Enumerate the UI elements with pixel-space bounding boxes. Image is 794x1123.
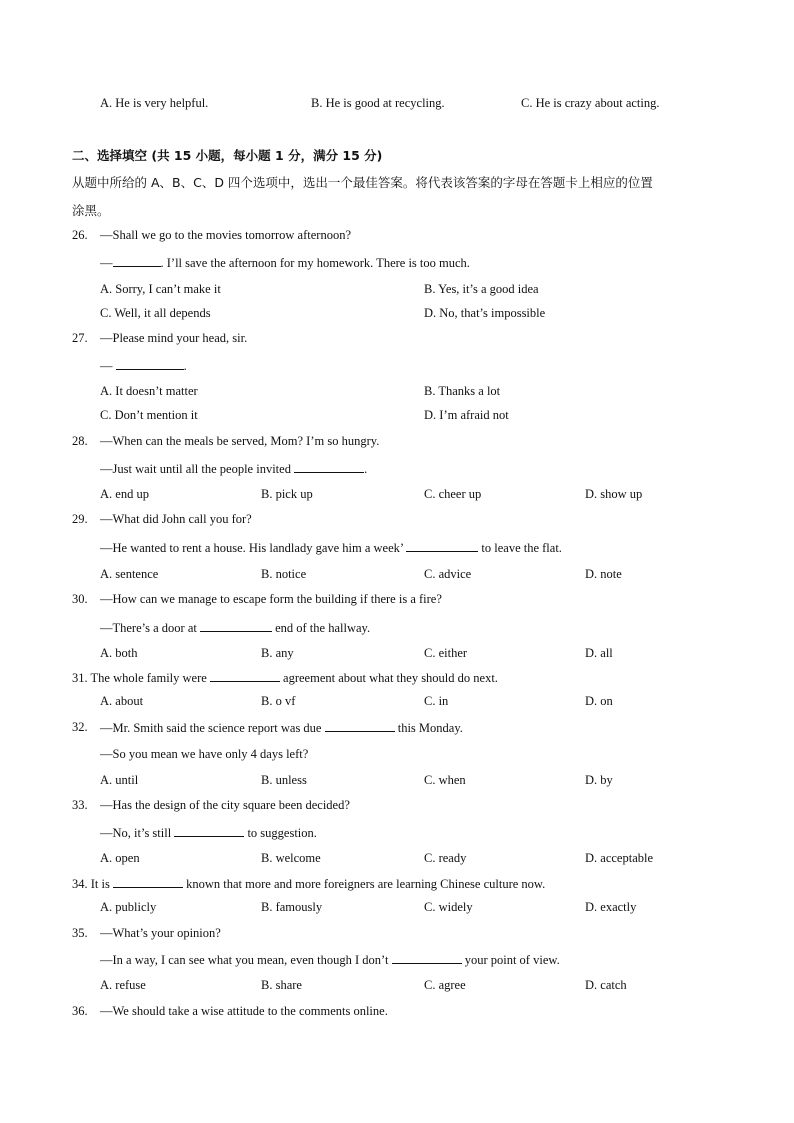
answer-blank [174,825,244,837]
question-line [100,720,463,736]
option-b: B. notice [261,567,307,581]
dialogue-text: —There’s a door at [100,621,200,635]
section-instructions-line-2: 涂黑。 [72,203,110,218]
option-c: C. Don’t mention it [100,408,198,422]
question-line [100,540,562,556]
answer-blank [116,358,184,370]
option-c: C. in [424,694,449,708]
question-line: —We should take a wise attitude to the comments online. [100,1004,388,1018]
dialogue-text: —No, it’s still [100,826,175,840]
answer-blank [113,876,183,888]
option-a: A. sentence [100,567,159,581]
question-text: known that more and more foreigners are learning Chinese culture now. [182,877,546,891]
answer-blank [325,720,395,732]
question-line: —So you mean we have only 4 days left? [100,747,309,761]
dialogue-text: end of the hallway. [271,621,371,635]
question-line: —When can the meals be served, Mom? I’m so hungry. [100,434,380,448]
option-c: C. widely [424,900,473,914]
option-d: D. note [585,567,622,581]
option-b: B. any [261,646,294,660]
dialogue-text: your point of view. [461,953,560,967]
option-d: D. exactly [585,900,637,914]
option-c: C. advice [424,567,472,581]
option-b: B. famously [261,900,323,914]
answer-blank [210,670,280,682]
option-b: B. Yes, it’s a good idea [424,282,539,296]
question-line [100,461,367,477]
option-b: B. pick up [261,487,313,501]
option-b: B. share [261,978,302,992]
option-c: C. when [424,773,466,787]
dialogue-text: —Mr. Smith said the science report was due [100,721,325,735]
question-text: agreement about what they should do next. [279,671,498,685]
question-number: 36. [72,1004,88,1018]
option-d: D. all [585,646,613,660]
option-c: C. ready [424,851,467,865]
option-b: B. unless [261,773,307,787]
option-a: A. It doesn’t matter [100,384,198,398]
question-line: —How can we manage to escape form the building if there is a fire? [100,592,442,606]
question-line [72,876,545,892]
dialogue-text: this Monday. [394,721,463,735]
question-number: 29. [72,512,88,526]
question-text: 34. It is [72,877,113,891]
option-d: D. show up [585,487,643,501]
option-a: A. refuse [100,978,146,992]
dialogue-text: . [183,359,187,373]
dialogue-text: to leave the flat. [478,541,562,555]
question-line [100,358,187,374]
question-line [100,255,470,271]
option-c: C. cheer up [424,487,482,501]
dialogue-text: . I’ll save the afternoon for my homework. There is too much. [160,256,470,270]
dialogue-text: —In a way, I can see what you mean, even though I don’t [100,953,392,967]
option-c: C. Well, it all depends [100,306,211,320]
question-number: 32. [72,720,88,734]
option-b: B. welcome [261,851,321,865]
option-d: D. I’m afraid not [424,408,509,422]
section-instructions-line-1: 从题中所给的 A、B、C、D 四个选项中，选出一个最佳答案。将代表该答案的字母在答题卡上相应的位置 [72,175,653,190]
question-number: 26. [72,228,88,242]
section-title: 二、选择填空 (共 15 小题，每小题 1 分，满分 15 分) [72,148,383,163]
question-text: 31. The whole family were [72,671,210,685]
option-a: A. publicly [100,900,157,914]
question-number: 27. [72,331,88,345]
question-line: —Shall we go to the movies tomorrow afternoon? [100,228,351,242]
dialogue-text: —He wanted to rent a house. His landlady gave him a week’ [100,541,407,555]
question-line: —What did John call you for? [100,512,252,526]
q25-option-b: B. He is good at recycling. [311,96,445,110]
option-c: C. either [424,646,468,660]
option-a: A. Sorry, I can’t make it [100,282,221,296]
answer-blank [392,952,462,964]
question-line: —What’s your opinion? [100,926,221,940]
dialogue-dash: — [100,256,113,270]
answer-blank [294,461,364,473]
dialogue-text: to suggestion. [244,826,317,840]
option-a: A. end up [100,487,149,501]
dialogue-dash: — [100,359,116,373]
question-number: 35. [72,926,88,940]
dialogue-text: . [364,462,368,476]
dialogue-text: —Just wait until all the people invited [100,462,295,476]
question-number: 33. [72,798,88,812]
option-a: A. about [100,694,144,708]
option-b: B. Thanks a lot [424,384,501,398]
option-d: D. No, that’s impossible [424,306,546,320]
option-a: A. both [100,646,138,660]
question-line [100,952,560,968]
option-b: B. o vf [261,694,296,708]
question-number: 30. [72,592,88,606]
option-d: D. on [585,694,613,708]
answer-blank [200,620,272,632]
q25-option-a: A. He is very helpful. [100,96,209,110]
question-number: 28. [72,434,88,448]
answer-blank [406,540,478,552]
option-d: D. catch [585,978,627,992]
q25-option-c: C. He is crazy about acting. [521,96,660,110]
answer-blank [113,255,161,267]
option-c: C. agree [424,978,466,992]
option-d: D. by [585,773,613,787]
question-line: —Please mind your head, sir. [100,331,248,345]
question-line [100,620,370,636]
question-line [100,825,317,841]
option-a: A. open [100,851,140,865]
option-a: A. until [100,773,139,787]
question-line [72,670,498,686]
option-d: D. acceptable [585,851,654,865]
question-line: —Has the design of the city square been decided? [100,798,350,812]
